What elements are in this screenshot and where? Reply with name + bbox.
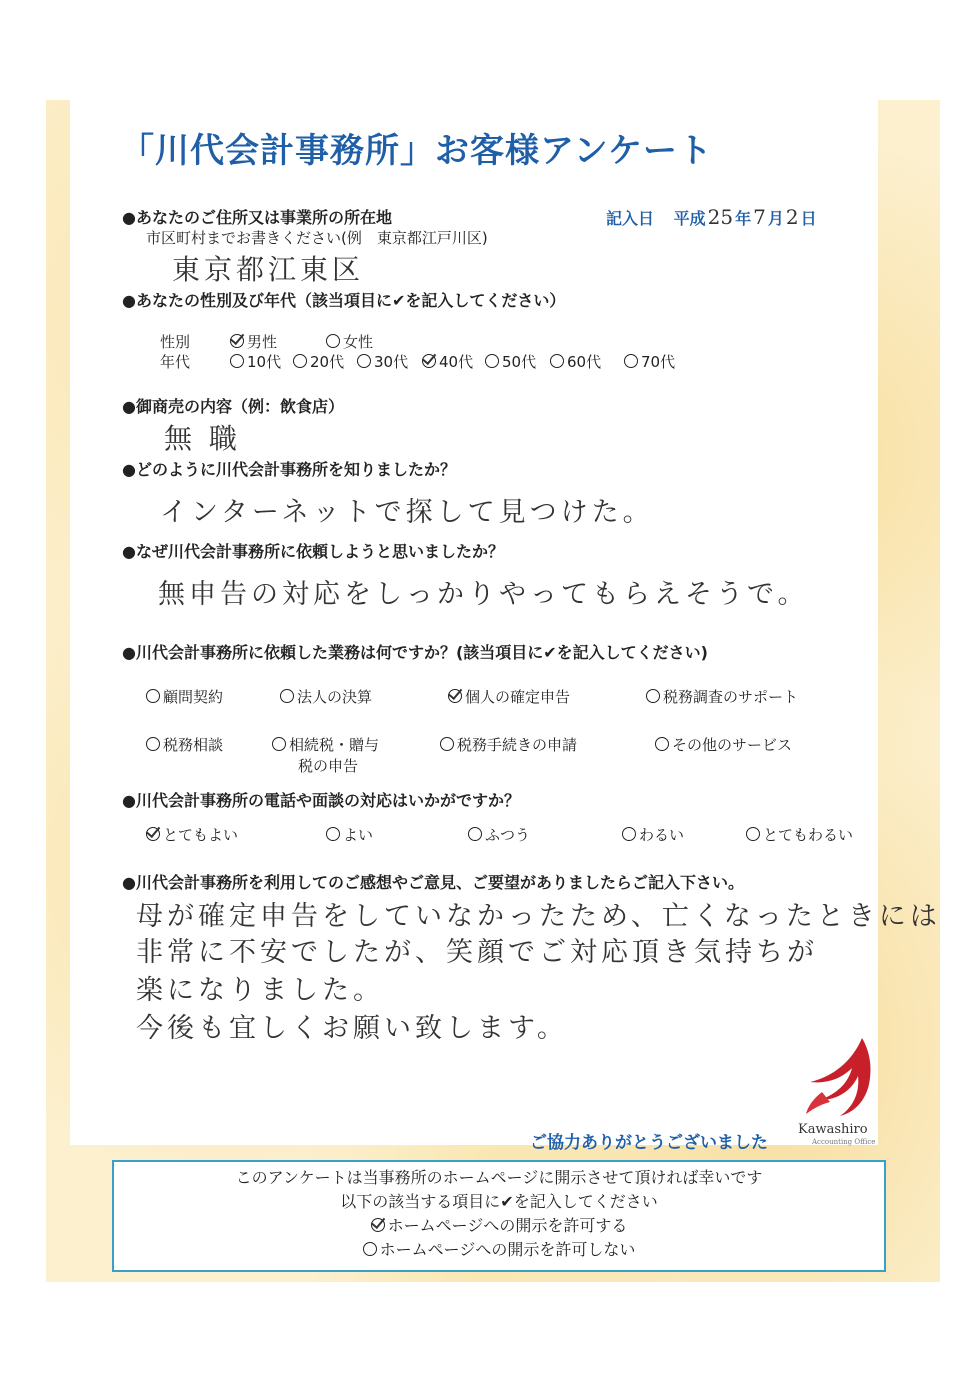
checkbox-icon (468, 827, 482, 841)
date-label: 記入日 (606, 209, 655, 228)
checkbox-icon (146, 737, 160, 751)
rating-option-very-good[interactable]: とてもよい (146, 824, 238, 845)
publication-consent-box (112, 1160, 886, 1272)
service-option-tax-procedures[interactable]: 税務手続きの申請 (440, 734, 577, 755)
entry-date (606, 205, 817, 229)
date-month: 7 (753, 205, 766, 229)
checkbox-icon (293, 354, 307, 368)
gender-option-male[interactable]: 男性 (230, 331, 277, 352)
checkbox-icon (146, 689, 160, 703)
consent-instruction: 以下の該当する項目に✔を記入してください (340, 1192, 658, 1211)
service-option-advisory[interactable]: 顧問契約 (146, 686, 223, 707)
age-option-40s[interactable]: 40代 (422, 351, 473, 372)
date-era: 平成 (673, 209, 706, 228)
age-option-70s[interactable]: 70代 (624, 351, 675, 372)
rating-option-very-bad[interactable]: とてもわるい (746, 824, 853, 845)
checkbox-icon (646, 689, 660, 703)
service-option-inheritance-gift-tax[interactable]: 相続税・贈与 (272, 734, 379, 755)
checkbox-icon (363, 1242, 377, 1256)
q8-answer-line-1: 母が確定申告をしていなかったため、亡くなったときには (136, 901, 941, 932)
q6-question: ●川代会計事務所に依頼した業務は何ですか？(該当項目に✔を記入してください) (122, 643, 708, 662)
q8-answer-line-3: 楽になりました。 (136, 975, 384, 1006)
checkbox-icon (440, 737, 454, 751)
rating-option-bad[interactable]: わるい (622, 824, 684, 845)
service-option-personal-tax-return[interactable]: 個人の確定申告 (448, 686, 570, 707)
checkbox-icon (448, 689, 462, 703)
checkbox-icon (230, 354, 244, 368)
q8-answer-line-2: 非常に不安でしたが、笑顔でご対応頂き気持ちが (136, 937, 818, 968)
date-day: 2 (785, 205, 799, 229)
q3-answer: 無 職 (164, 422, 241, 455)
checkbox-icon (280, 689, 294, 703)
age-option-60s[interactable]: 60代 (550, 351, 601, 372)
date-day-unit: 日 (800, 209, 817, 228)
q2-question: ●あなたの性別及び年代（該当項目に✔を記入してください） (122, 291, 566, 310)
checkbox-icon (746, 827, 760, 841)
consent-option-allow[interactable]: ホームページへの開示を許可する (114, 1214, 884, 1238)
checkbox-icon (422, 354, 436, 368)
age-option-30s[interactable]: 30代 (357, 351, 408, 372)
gender-label: 性別 (160, 333, 191, 351)
q1-question: ●あなたのご住所又は事業所の所在地 (122, 208, 392, 227)
service-option-corporate-settlement[interactable]: 法人の決算 (280, 686, 372, 707)
thank-you-message: ご協力ありがとうございました (530, 1133, 768, 1153)
date-year: 25 (707, 205, 734, 229)
checkbox-icon (230, 334, 244, 348)
q1-answer: 東京都江東区 (172, 253, 365, 286)
q1-note: 市区町村までお書きください(例 東京都江戸川区) (146, 229, 488, 247)
age-option-50s[interactable]: 50代 (485, 351, 536, 372)
q3-question: ●御商売の内容（例：飲食店） (122, 397, 344, 416)
checkbox-icon (550, 354, 564, 368)
q5-question: ●なぜ川代会計事務所に依頼しようと思いましたか？ (122, 542, 504, 561)
service-option-tax-audit-support[interactable]: 税務調査のサポート (646, 686, 798, 707)
service-option-inheritance-gift-tax-line2: 税の申告 (298, 757, 359, 775)
age-option-20s[interactable]: 20代 (293, 351, 344, 372)
q7-question: ●川代会計事務所の電話や面談の対応はいかがですか？ (122, 791, 520, 810)
checkbox-icon (326, 827, 340, 841)
service-option-tax-consultation[interactable]: 税務相談 (146, 734, 223, 755)
age-option-10s[interactable]: 10代 (230, 351, 281, 372)
logo-subtitle: Accounting Office (812, 1138, 876, 1146)
service-option-other[interactable]: その他のサービス (655, 734, 792, 755)
consent-option-deny[interactable]: ホームページへの開示を許可しない (114, 1238, 884, 1262)
consent-intro: このアンケートは当事務所のホームページに開示させて頂ければ幸いです (235, 1168, 763, 1187)
q8-question: ●川代会計事務所を利用してのご感想やご意見、ご要望がありましたらご記入下さい。 (122, 873, 744, 892)
checkbox-icon (357, 354, 371, 368)
checkbox-icon (485, 354, 499, 368)
q4-answer: インターネットで探して見つけた。 (160, 497, 654, 528)
logo-name: Kawashiro (798, 1122, 868, 1137)
checkbox-icon (622, 827, 636, 841)
q8-answer-line-4: 今後も宜しくお願い致します。 (136, 1013, 568, 1044)
checkbox-icon (326, 334, 340, 348)
checkbox-icon (272, 737, 286, 751)
q5-answer: 無申告の対応をしっかりやってもらえそうで。 (158, 579, 809, 610)
date-year-unit: 年 (735, 209, 752, 228)
checkbox-icon (655, 737, 669, 751)
checkbox-icon (146, 827, 160, 841)
checkbox-icon (624, 354, 638, 368)
rating-option-average[interactable]: ふつう (468, 824, 530, 845)
survey-title: 「川代会計事務所」お客様アンケート (120, 131, 713, 171)
rating-option-good[interactable]: よい (326, 824, 373, 845)
q4-question: ●どのように川代会計事務所を知りましたか？ (122, 460, 456, 479)
age-label: 年代 (160, 353, 191, 371)
checkbox-icon (371, 1218, 385, 1232)
date-month-unit: 月 (767, 209, 784, 228)
gender-option-female[interactable]: 女性 (326, 331, 373, 352)
